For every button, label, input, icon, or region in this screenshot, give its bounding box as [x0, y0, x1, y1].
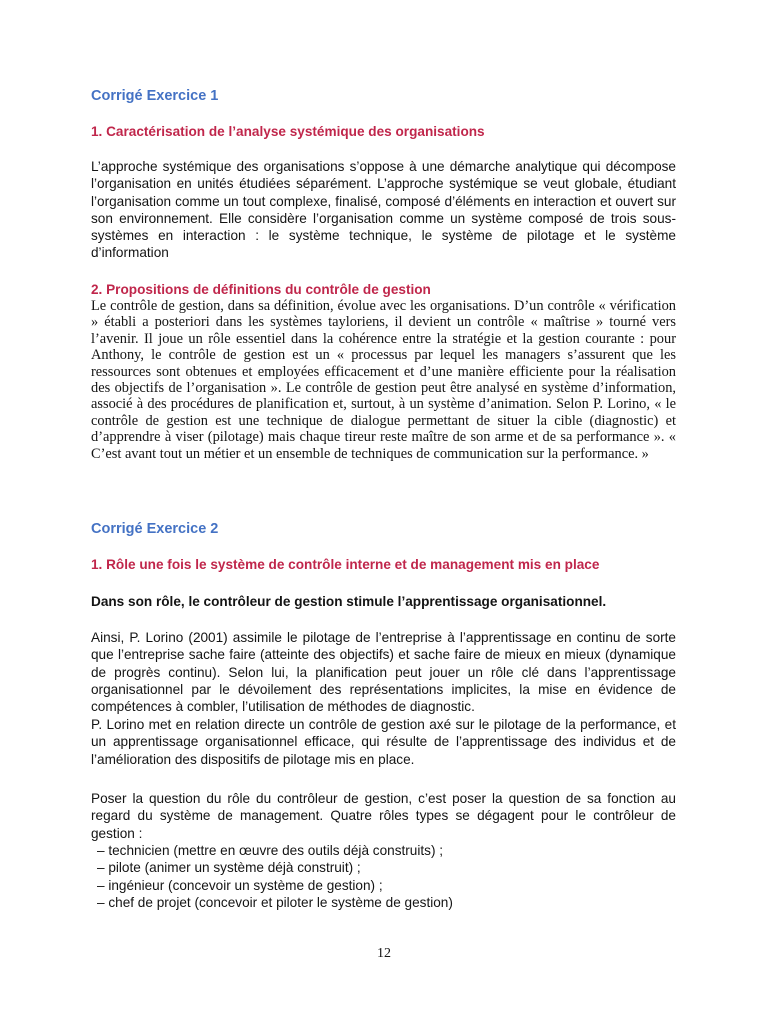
exercise1-section1-text: L’approche systémique des organisations s’oppose à une démarche analytique qui décompose l’organisation en unités étudiées séparément. L’approche systémique se veut globale, étudiant l’organisation comme un tout complexe, finalisé, composé d’éléments en interaction et ouvert sur son environnement. Elle considère l’organisation comme un système composé de trois sous-systèmes en interaction : le système technique, le système de pilotage et le système d’information	[91, 159, 676, 261]
exercise2-paragraph-2: P. Lorino met en relation directe un contrôle de gestion axé sur le pilotage de la performance, et un apprentissage organisationnel efficace, qui résulte de l’apprentissage des individus et de l’amélioration des dispositifs de pilotage mis en place.	[91, 717, 676, 767]
list-item: – ingénieur (concevoir un système de gestion) ;	[97, 877, 383, 893]
exercise1-section2-title: 2. Propositions de définitions du contrôle de gestion	[91, 282, 431, 297]
exercise1-section1-title: 1. Caractérisation de l’analyse systémique des organisations	[91, 124, 485, 139]
list-item: – technicien (mettre en œuvre des outils déjà construits) ;	[97, 843, 444, 858]
exercise2-bold-statement: Dans son rôle, le contrôleur de gestion stimule l’apprentissage organisationnel.	[91, 594, 607, 609]
exercise2-section1-title: 1. Rôle une fois le système de contrôle interne et de management mis en place	[91, 557, 600, 572]
exercise1-section2-text: Le contrôle de gestion, dans sa définition, évolue avec les organisations. D’un contrôle « vérification » établi a posteriori dans les systèmes tayloriens, il devient un contrôle « maîtrise » tourné vers l’avenir. Il joue un rôle essentiel dans la cohérence entre la stratégie et la gestion courante : pour Anthony, le contrôle de gestion est un « processus par lequel les managers s’assurent que les ressources sont obtenues et employées efficacement et d’une manière efficiente pour la réalisation des objectifs de l’organisation ». Le contrôle de gestion peut être analysé en système d’information, associé à des procédures de planification et, surtout, à un système d’animation. Selon P. Lorino, « le contrôle de gestion est une technique de dialogue permettant de situer la cible (diagnostic) et d’apprendre à viser (pilotage) mais chaque tireur reste maître de son arme et de sa performance ». « C’est avant tout un métier et un ensemble de techniques de communication sur la performance. »	[91, 298, 676, 462]
exercise2-paragraph-3: Poser la question du rôle du contrôleur de gestion, c’est poser la question de sa fonction au regard du système de management. Quatre rôles types se dégagent pour le contrôleur de gestion :	[91, 791, 676, 841]
page-number: 12	[377, 946, 391, 961]
controller-roles-list	[91, 842, 676, 911]
exercise2-paragraph-1: Ainsi, P. Lorino (2001) assimile le pilotage de l’entreprise à l’apprentissage en continu de sorte que l’entreprise sache faire (atteinte des objectifs) et sache faire de mieux en mieux (dynamique de progrès continu). Selon lui, la planification peut jouer un rôle clé dans l’apprentissage organisationnel par le dévoilement des représentations implicites, la mise en évidence de compétences à combler, l’utilisation de méthodes de diagnostic.	[91, 630, 676, 715]
list-item: – chef de projet (concevoir et piloter le système de gestion)	[97, 894, 453, 910]
exercise2-heading: Corrigé Exercice 2	[91, 521, 219, 537]
exercise1-heading: Corrigé Exercice 1	[91, 88, 219, 104]
list-item: – pilote (animer un système déjà construit) ;	[97, 860, 361, 876]
